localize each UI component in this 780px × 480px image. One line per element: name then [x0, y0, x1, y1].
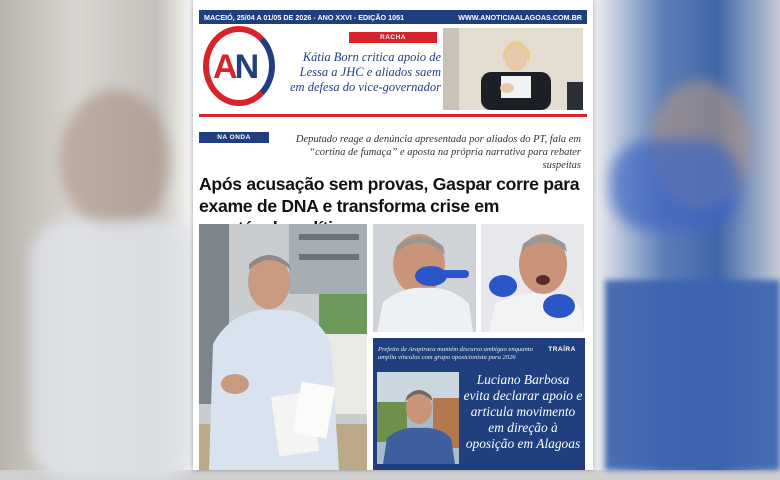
- logo-wordmark: AN: [213, 48, 257, 86]
- gaspar-main-photo-art: [199, 224, 367, 470]
- lead-story-headline[interactable]: Após acusação sem provas, Gaspar corre para exame de DNA e transforma crise em: [199, 174, 580, 216]
- an-logo: [203, 26, 275, 108]
- blurred-face-left: [60, 90, 170, 230]
- dna-swab-photo-2-art: [481, 224, 584, 332]
- blurred-glove-right: [610, 140, 740, 230]
- masthead-bar: [199, 10, 587, 24]
- blurred-blue-band-right: [605, 280, 780, 470]
- dna-swab-photo-1-art: [373, 224, 476, 332]
- top-story-headline[interactable]: Kátia Born critica apoio de Lessa a JHC e aliados saem em defesa do vice-governador: [290, 50, 441, 94]
- box-story-caption: Prefeito de Arapiraca mantém discurso ambíguo enquanto amplia vínculos com grupo oposicionista para 2026: [378, 346, 533, 361]
- box-story-headline[interactable]: Luciano Barbosa evita declarar apoio e articula movimento em direção à oposição em Alagoas: [463, 372, 583, 451]
- tag-na-onda: NA ONDA: [199, 132, 269, 143]
- lead-story-deck: Deputado reage a denúncia apresentada por aliados do PT, fala em “cortina de fumaça” e aposta na própria narrativa para rebater suspeitas: [295, 134, 581, 171]
- dateline: MACEIÓ, 25/04 A 01/05 DE 2026 - ANO XXVI - EDIÇÃO 1051: [204, 12, 405, 22]
- website-link[interactable]: WWW.ANOTICIAALAGOAS.COM.BR: [458, 12, 582, 22]
- section-divider: [199, 114, 587, 117]
- katia-born-photo: [443, 28, 583, 110]
- katia-born-photo-art: [443, 28, 583, 110]
- luciano-barbosa-photo: [377, 372, 459, 464]
- newspaper-front-page: [193, 0, 593, 470]
- dna-swab-photo-2: [481, 224, 584, 332]
- gaspar-main-photo: [199, 224, 367, 470]
- blurred-shirt-left: [30, 220, 200, 480]
- dna-swab-photo-1: [373, 224, 476, 332]
- tag-traira: TRAÍRA: [548, 346, 576, 353]
- luciano-barbosa-photo-art: [377, 372, 459, 464]
- tag-racha: RACHA: [349, 32, 437, 43]
